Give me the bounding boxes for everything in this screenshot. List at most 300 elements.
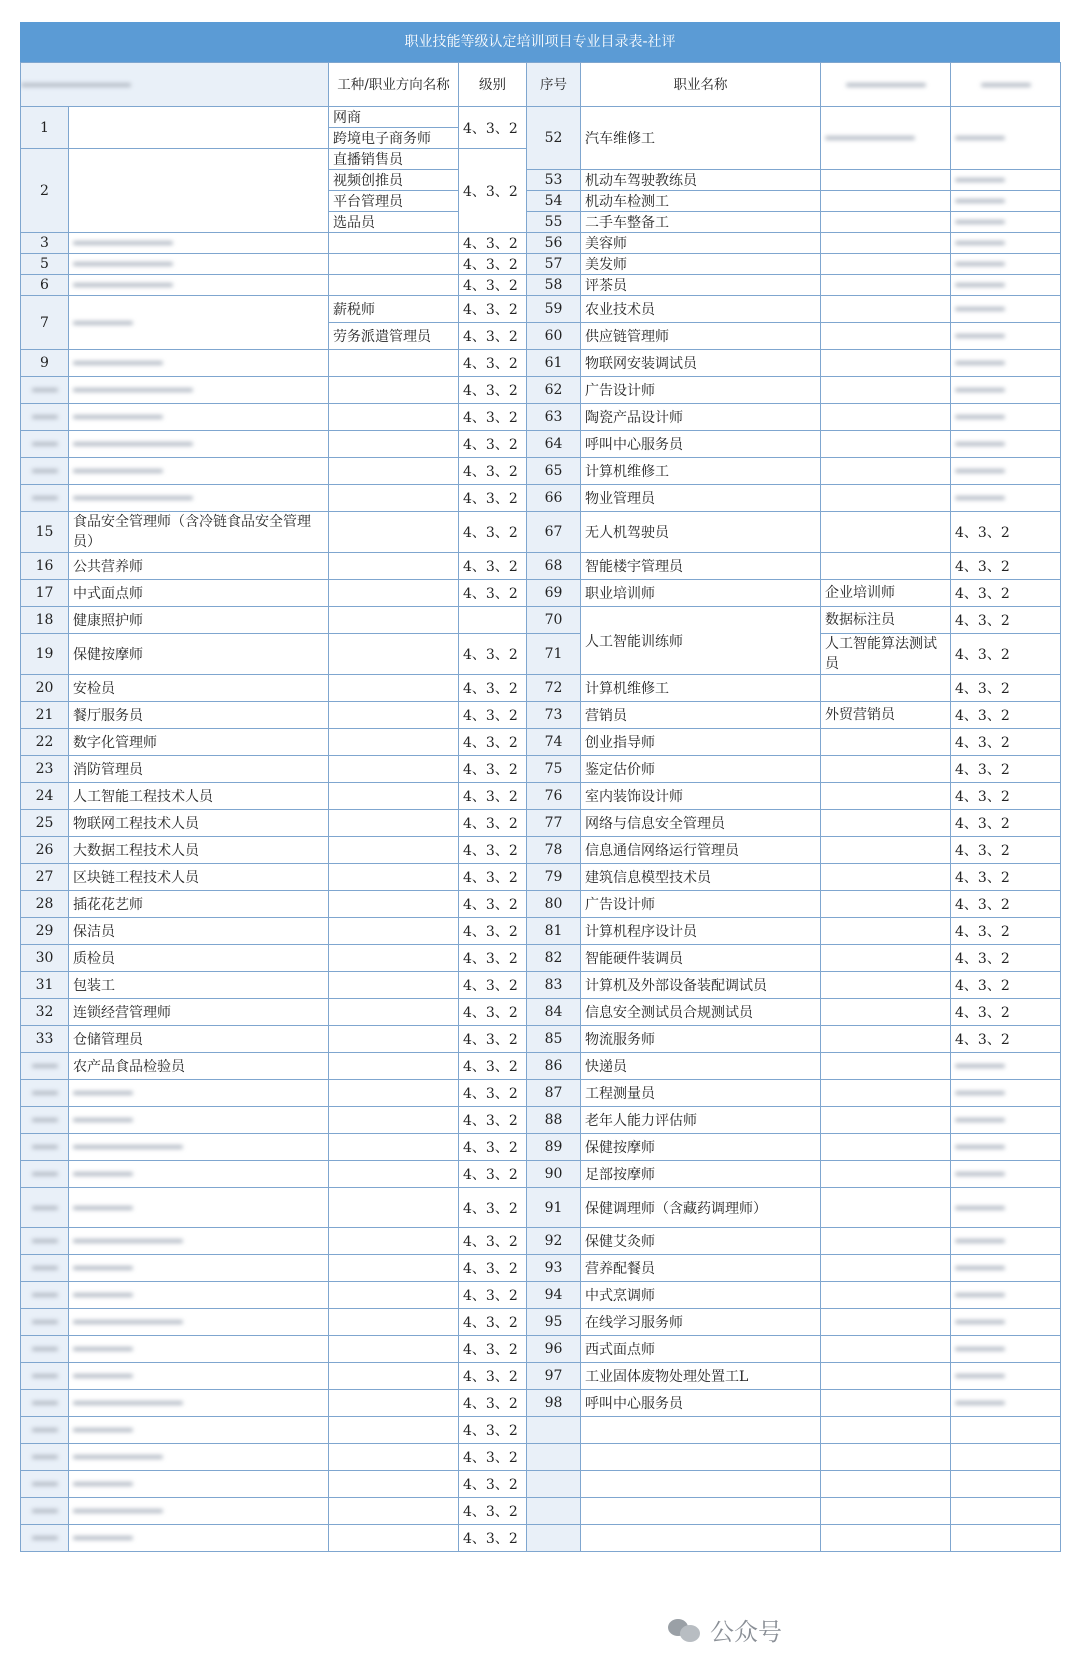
redacted-text (32, 1320, 58, 1324)
cell-text: 4、3、2 (955, 924, 1010, 940)
cell-text: 4、3、2 (955, 870, 1010, 886)
level-cell (459, 1471, 527, 1498)
redacted-text (32, 1401, 58, 1405)
row-number (21, 783, 69, 810)
level-cell (459, 756, 527, 783)
row-number (21, 377, 69, 404)
cell-text: 2 (40, 182, 49, 199)
row-number (527, 634, 581, 675)
table-row (21, 254, 1061, 275)
cell-text: 数据标注员 (825, 612, 895, 628)
cell-text: 70 (544, 612, 563, 628)
row-number (527, 1107, 581, 1134)
redacted-text (73, 1239, 183, 1243)
cell-text: 4、3、2 (955, 681, 1010, 697)
cell-text: 65 (544, 463, 563, 479)
level-cell (459, 1309, 527, 1336)
cell-text: 4、3、2 (463, 1504, 518, 1520)
redacted-text (73, 415, 163, 419)
redacted-text (955, 1172, 1005, 1176)
row-number (527, 1363, 581, 1390)
watermark (668, 1612, 782, 1647)
table-row (21, 675, 1061, 702)
table-row (21, 377, 1061, 404)
redacted-text (955, 1064, 1005, 1068)
row-number (21, 972, 69, 999)
row-number (527, 999, 581, 1026)
cell-text: 58 (544, 277, 563, 293)
cell-text: 连锁经营管理师 (73, 1005, 171, 1021)
level-cell (459, 1026, 527, 1053)
cell-text: 仓储管理员 (73, 1032, 143, 1048)
cell-text: 54 (544, 193, 563, 209)
row-number (21, 810, 69, 837)
cell-text: 4、3、2 (463, 1234, 518, 1250)
row-number (527, 1255, 581, 1282)
redacted-text (955, 1239, 1005, 1243)
redacted-text (955, 178, 1005, 182)
row-number (527, 1336, 581, 1363)
header-index: 序号 (527, 63, 581, 107)
cell-text: 4、3、2 (463, 951, 518, 967)
cell-text: 老年人能力评估师 (585, 1113, 697, 1129)
cell-text: 71 (544, 646, 563, 662)
table-row (21, 1255, 1061, 1282)
row-number (21, 233, 69, 254)
header-level-right (951, 63, 1061, 107)
cell-text: 人工智能训练师 (585, 633, 683, 650)
table-row (21, 296, 1061, 323)
redacted-text (32, 1118, 58, 1122)
redacted-text (955, 241, 1005, 245)
level-cell (459, 1228, 527, 1255)
cell-text: 97 (544, 1368, 563, 1384)
cell-text: 83 (544, 977, 563, 993)
level-cell (459, 1336, 527, 1363)
header-direction: 工种/职业方向名称 (329, 63, 459, 107)
cell-text: 物联网工程技术人员 (73, 816, 199, 832)
cell-text: 美发师 (585, 257, 627, 273)
level-cell (459, 1498, 527, 1525)
redacted-text (955, 469, 1005, 473)
cell-text: 56 (544, 235, 563, 251)
redacted-text (955, 307, 1005, 311)
cell-text: 评茶员 (585, 278, 627, 294)
redacted-text (32, 1536, 58, 1540)
row-number (527, 212, 581, 233)
redacted-text (32, 388, 58, 392)
cell-text: 4、3、2 (463, 1396, 518, 1412)
cell-text: 劳务派遣管理员 (333, 329, 431, 345)
redacted-text (32, 1064, 58, 1068)
row-number (527, 254, 581, 275)
cell-text: 4、3、2 (955, 586, 1010, 602)
cell-text: 插花花艺师 (73, 897, 143, 913)
row-number (527, 404, 581, 431)
redacted-text (825, 136, 915, 140)
row-number (527, 512, 581, 553)
cell-text: 4、3、2 (955, 816, 1010, 832)
cell-text: 76 (544, 788, 563, 804)
table-row (21, 107, 1061, 128)
row-number (527, 837, 581, 864)
cell-text: 80 (544, 896, 563, 912)
cell-text: 4、3、2 (463, 257, 518, 273)
redacted-text (955, 1206, 1005, 1210)
header-occupation: 职业名称 (581, 63, 821, 107)
redacted-text (955, 415, 1005, 419)
table-row (21, 1188, 1061, 1228)
redacted-text (955, 361, 1005, 365)
cell-text: 28 (35, 896, 54, 912)
cell-text: 7 (40, 314, 49, 331)
row-number (21, 296, 69, 350)
redacted-text (955, 1118, 1005, 1122)
row-number (21, 1026, 69, 1053)
cell-text: 薪税师 (333, 302, 375, 318)
redacted-text (32, 442, 58, 446)
row-number (527, 1080, 581, 1107)
cell-text: 77 (544, 815, 563, 831)
table-row (21, 1161, 1061, 1188)
redacted-text (32, 1293, 58, 1297)
table-row (21, 1026, 1061, 1053)
level-cell (459, 1080, 527, 1107)
cell-text: 4、3、2 (463, 1342, 518, 1358)
table-row (21, 607, 1061, 634)
cell-text: 网商 (333, 110, 361, 126)
table-row (21, 756, 1061, 783)
table-row (21, 1134, 1061, 1161)
level-cell (459, 702, 527, 729)
cell-text: 健康照护师 (73, 613, 143, 629)
redacted-text (955, 262, 1005, 266)
redacted-text (73, 1401, 183, 1405)
redacted-text (32, 496, 58, 500)
cell-text: 人工智能工程技术人员 (73, 789, 213, 805)
table-row (21, 1390, 1061, 1417)
level-cell (459, 1134, 527, 1161)
cell-text: 信息通信网络运行管理员 (585, 843, 739, 859)
row-number (527, 756, 581, 783)
row-number (527, 107, 581, 170)
cell-text: 4、3、2 (955, 647, 1010, 663)
cell-text: 84 (544, 1004, 563, 1020)
cell-text: 中式烹调师 (585, 1288, 655, 1304)
table-row (21, 918, 1061, 945)
row-number (527, 485, 581, 512)
table-row (21, 729, 1061, 756)
level-cell (459, 1390, 527, 1417)
table-row (21, 864, 1061, 891)
redacted-text (32, 1091, 58, 1095)
level-cell (459, 458, 527, 485)
redacted-text (955, 496, 1005, 500)
row-number (21, 945, 69, 972)
redacted-text (32, 1266, 58, 1270)
cell-text: 平台管理员 (333, 194, 403, 210)
row-number (527, 702, 581, 729)
level-cell (459, 350, 527, 377)
cell-text: 75 (544, 761, 563, 777)
row-number (527, 972, 581, 999)
cell-text: 26 (35, 842, 54, 858)
table-row (21, 1444, 1061, 1471)
level-cell (459, 404, 527, 431)
redacted-text (73, 1320, 183, 1324)
cell-text: 4、3、2 (463, 897, 518, 913)
header-row (21, 63, 1061, 107)
table-row (21, 1282, 1061, 1309)
cell-text: 4、3、2 (955, 843, 1010, 859)
row-number (21, 580, 69, 607)
table-row (21, 1471, 1061, 1498)
redacted-text (955, 1401, 1005, 1405)
row-number (527, 1161, 581, 1188)
table-row (21, 233, 1061, 254)
row-number (21, 999, 69, 1026)
row-number (527, 864, 581, 891)
cell-text: 4、3、2 (955, 525, 1010, 541)
cell-text: 区块链工程技术人员 (73, 870, 199, 886)
cell-text: 74 (544, 734, 563, 750)
level-cell (459, 1188, 527, 1228)
redacted-text (73, 469, 163, 473)
row-number (21, 485, 69, 512)
redacted-text (73, 241, 173, 245)
redacted-text (32, 1347, 58, 1351)
row-number (21, 431, 69, 458)
row-number (21, 864, 69, 891)
level-cell (459, 1417, 527, 1444)
cell-text: 27 (35, 869, 54, 885)
table-row (21, 1053, 1061, 1080)
redacted-text (955, 1145, 1005, 1149)
redacted-text (73, 1172, 133, 1176)
cell-text: 二手车整备工 (585, 215, 669, 231)
row-number (527, 553, 581, 580)
cell-text: 4、3、2 (463, 1059, 518, 1075)
cell-text: 4、3、2 (463, 1450, 518, 1466)
level-cell (459, 485, 527, 512)
cell-text: 29 (35, 923, 54, 939)
cell-text: 96 (544, 1341, 563, 1357)
cell-text: 4、3、2 (463, 870, 518, 886)
row-number (527, 323, 581, 350)
cell-text: 智能楼宇管理员 (585, 559, 683, 575)
level-cell (459, 945, 527, 972)
cell-text: 保健按摩师 (73, 647, 143, 663)
redacted-text (73, 361, 163, 365)
row-number (527, 296, 581, 323)
cell-text: 4、3、2 (463, 978, 518, 994)
catalog-sheet (20, 22, 1060, 1552)
cell-text: 5 (40, 256, 49, 272)
table-row (21, 972, 1061, 999)
cell-text: 72 (544, 680, 563, 696)
cell-text: 4、3、2 (463, 681, 518, 697)
redacted-text (73, 321, 133, 325)
level-cell (459, 254, 527, 275)
level-cell (459, 233, 527, 254)
cell-text: 4、3、2 (463, 816, 518, 832)
cell-text: 计算机维修工 (585, 681, 669, 697)
redacted-text (955, 136, 1005, 140)
level-cell (459, 1444, 527, 1471)
table-row (21, 431, 1061, 458)
table-row (21, 275, 1061, 296)
row-number (527, 1309, 581, 1336)
redacted-text (32, 1455, 58, 1459)
redacted-text (955, 1347, 1005, 1351)
cell-text: 4、3、2 (463, 437, 518, 453)
table-row (21, 512, 1061, 553)
cell-text: 9 (40, 355, 49, 371)
table-row (21, 1498, 1061, 1525)
cell-text: 4、3、2 (463, 236, 518, 252)
cell-text: 16 (35, 558, 54, 574)
row-number (527, 918, 581, 945)
row-number (21, 458, 69, 485)
cell-text: 工业固体废物处理处置工L (585, 1369, 749, 1385)
row-number (21, 729, 69, 756)
row-number (21, 107, 69, 149)
row-number (527, 891, 581, 918)
cell-text: 4、3、2 (463, 789, 518, 805)
cell-text: 4、3、2 (463, 1315, 518, 1331)
cell-text: 质检员 (73, 951, 115, 967)
cell-text: 西式面点师 (585, 1342, 655, 1358)
wechat-icon (668, 1617, 702, 1643)
cell-text: 4、3、2 (955, 789, 1010, 805)
redacted-text (32, 469, 58, 473)
level-cell (459, 837, 527, 864)
cell-text: 66 (544, 490, 563, 506)
cell-text: 30 (35, 950, 54, 966)
cell-text: 在线学习服务师 (585, 1315, 683, 1331)
level-cell (459, 891, 527, 918)
level-cell (459, 1363, 527, 1390)
cell-text: 保健调理师（含藏药调理师） (585, 1200, 767, 1217)
cell-text: 营养配餐员 (585, 1261, 655, 1277)
cell-text: 鉴定估价师 (585, 762, 655, 778)
redacted-text (32, 1509, 58, 1513)
redacted-text (846, 83, 926, 87)
redacted-text (32, 1145, 58, 1149)
cell-text: 企业培训师 (825, 585, 895, 601)
cell-text: 创业指导师 (585, 735, 655, 751)
row-number (21, 512, 69, 553)
cell-text: 92 (544, 1233, 563, 1249)
cell-text: 包装工 (73, 978, 115, 994)
cell-text: 4、3、2 (463, 762, 518, 778)
table-row (21, 1228, 1061, 1255)
level-cell (459, 1525, 527, 1552)
table-row (21, 485, 1061, 512)
row-number (527, 1188, 581, 1228)
redacted-text (73, 1091, 133, 1095)
level-cell (459, 729, 527, 756)
cell-text: 4、3、2 (955, 978, 1010, 994)
redacted-text (73, 1347, 133, 1351)
cell-text: 数字化管理师 (73, 735, 157, 751)
row-number (527, 377, 581, 404)
cell-text: 网络与信息安全管理员 (585, 816, 725, 832)
row-number (21, 634, 69, 675)
cell-text: 89 (544, 1139, 563, 1155)
cell-text: 4、3、2 (463, 924, 518, 940)
cell-text: 4、3、2 (463, 1531, 518, 1547)
cell-text: 4、3、2 (463, 1032, 518, 1048)
cell-text: 85 (544, 1031, 563, 1047)
table-row (21, 350, 1061, 377)
level-cell (459, 918, 527, 945)
cell-text: 4、3、2 (955, 559, 1010, 575)
row-number (527, 607, 581, 634)
redacted-text (955, 1091, 1005, 1095)
redacted-text (32, 415, 58, 419)
row-number (527, 810, 581, 837)
table-row (21, 702, 1061, 729)
cell-text: 4、3、2 (463, 1423, 518, 1439)
row-number (527, 729, 581, 756)
level-cell (459, 675, 527, 702)
cell-text: 59 (544, 301, 563, 317)
cell-text: 4、3、2 (463, 356, 518, 372)
cell-text: 4、3、2 (463, 735, 518, 751)
redacted-text (32, 1172, 58, 1176)
cell-text: 4、3、2 (463, 1113, 518, 1129)
cell-text: 24 (35, 788, 54, 804)
cell-text: 智能硬件装调员 (585, 951, 683, 967)
cell-text: 中式面点师 (73, 586, 143, 602)
cell-text: 餐厅服务员 (73, 708, 143, 724)
cell-text: 94 (544, 1287, 563, 1303)
redacted-text (73, 1428, 133, 1432)
cell-text: 视频创推员 (333, 173, 403, 189)
row-number (21, 675, 69, 702)
cell-text: 17 (35, 585, 54, 601)
cell-text: 物流服务师 (585, 1032, 655, 1048)
level-cell (459, 972, 527, 999)
row-number (21, 702, 69, 729)
cell-text: 职业培训师 (585, 586, 655, 602)
redacted-text (73, 1293, 133, 1297)
redacted-text (955, 1266, 1005, 1270)
cell-text: 22 (35, 734, 54, 750)
cell-text: 广告设计师 (585, 897, 655, 913)
cell-text: 建筑信息模型技术员 (585, 870, 711, 886)
table-row (21, 999, 1061, 1026)
cell-text: 4、3、2 (463, 383, 518, 399)
cell-text: 大数据工程技术人员 (73, 843, 199, 859)
row-number (527, 783, 581, 810)
cell-text: 4、3、2 (463, 1005, 518, 1021)
level-cell (459, 512, 527, 553)
cell-text: 4、3、2 (955, 708, 1010, 724)
redacted-text (955, 1320, 1005, 1324)
redacted-text (73, 1509, 163, 1513)
cell-text: 消防管理员 (73, 762, 143, 778)
cell-text: 物业管理员 (585, 491, 655, 507)
cell-text: 安检员 (73, 681, 115, 697)
cell-text: 4、3、2 (463, 1477, 518, 1493)
cell-text: 机动车检测工 (585, 194, 669, 210)
level-cell (459, 999, 527, 1026)
table-row (21, 458, 1061, 485)
cell-text: 67 (544, 524, 563, 540)
cell-text: 呼叫中心服务员 (585, 437, 683, 453)
